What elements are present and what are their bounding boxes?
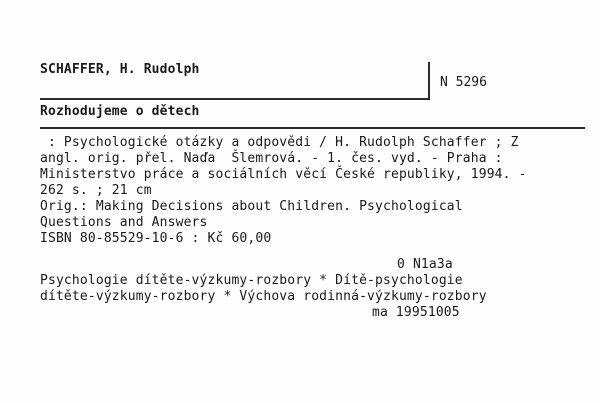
classification-code: 0 N1a3a [397,257,453,272]
subject-line: Psychologie dítěte-výzkumy-rozbory * Dítě-psychologie [40,273,463,288]
record-id: ma 19951005 [372,305,460,320]
subject-line: dítěte-výzkumy-rozbory * Výchova rodinná-výzkumy-rozbory [40,289,487,304]
title-heading: Rozhodujeme o dětech [40,104,200,119]
author-rule [40,98,430,100]
description-line: Orig.: Making Decisions about Children. Psychological [40,199,463,214]
description-line: : Psychologické otázky a odpovědi / H. Rudolph Schaffer ; Z [40,135,519,150]
description-line: angl. orig. přel. Naďa Šlemrová. - 1. čes. vyd. - Praha : [40,151,503,166]
description-line: Ministerstvo práce a sociálních věcí České republiky, 1994. - [40,167,527,182]
isbn-line: ISBN 80-85529-10-6 : Kč 60,00 [40,231,272,246]
title-rule [40,127,585,129]
author-heading: SCHAFFER, H. Rudolph [40,62,200,77]
description-line: Questions and Answers [40,215,208,230]
description-line: 262 s. ; 21 cm [40,183,152,198]
call-number-divider [428,62,430,100]
call-number: N 5296 [440,75,487,90]
